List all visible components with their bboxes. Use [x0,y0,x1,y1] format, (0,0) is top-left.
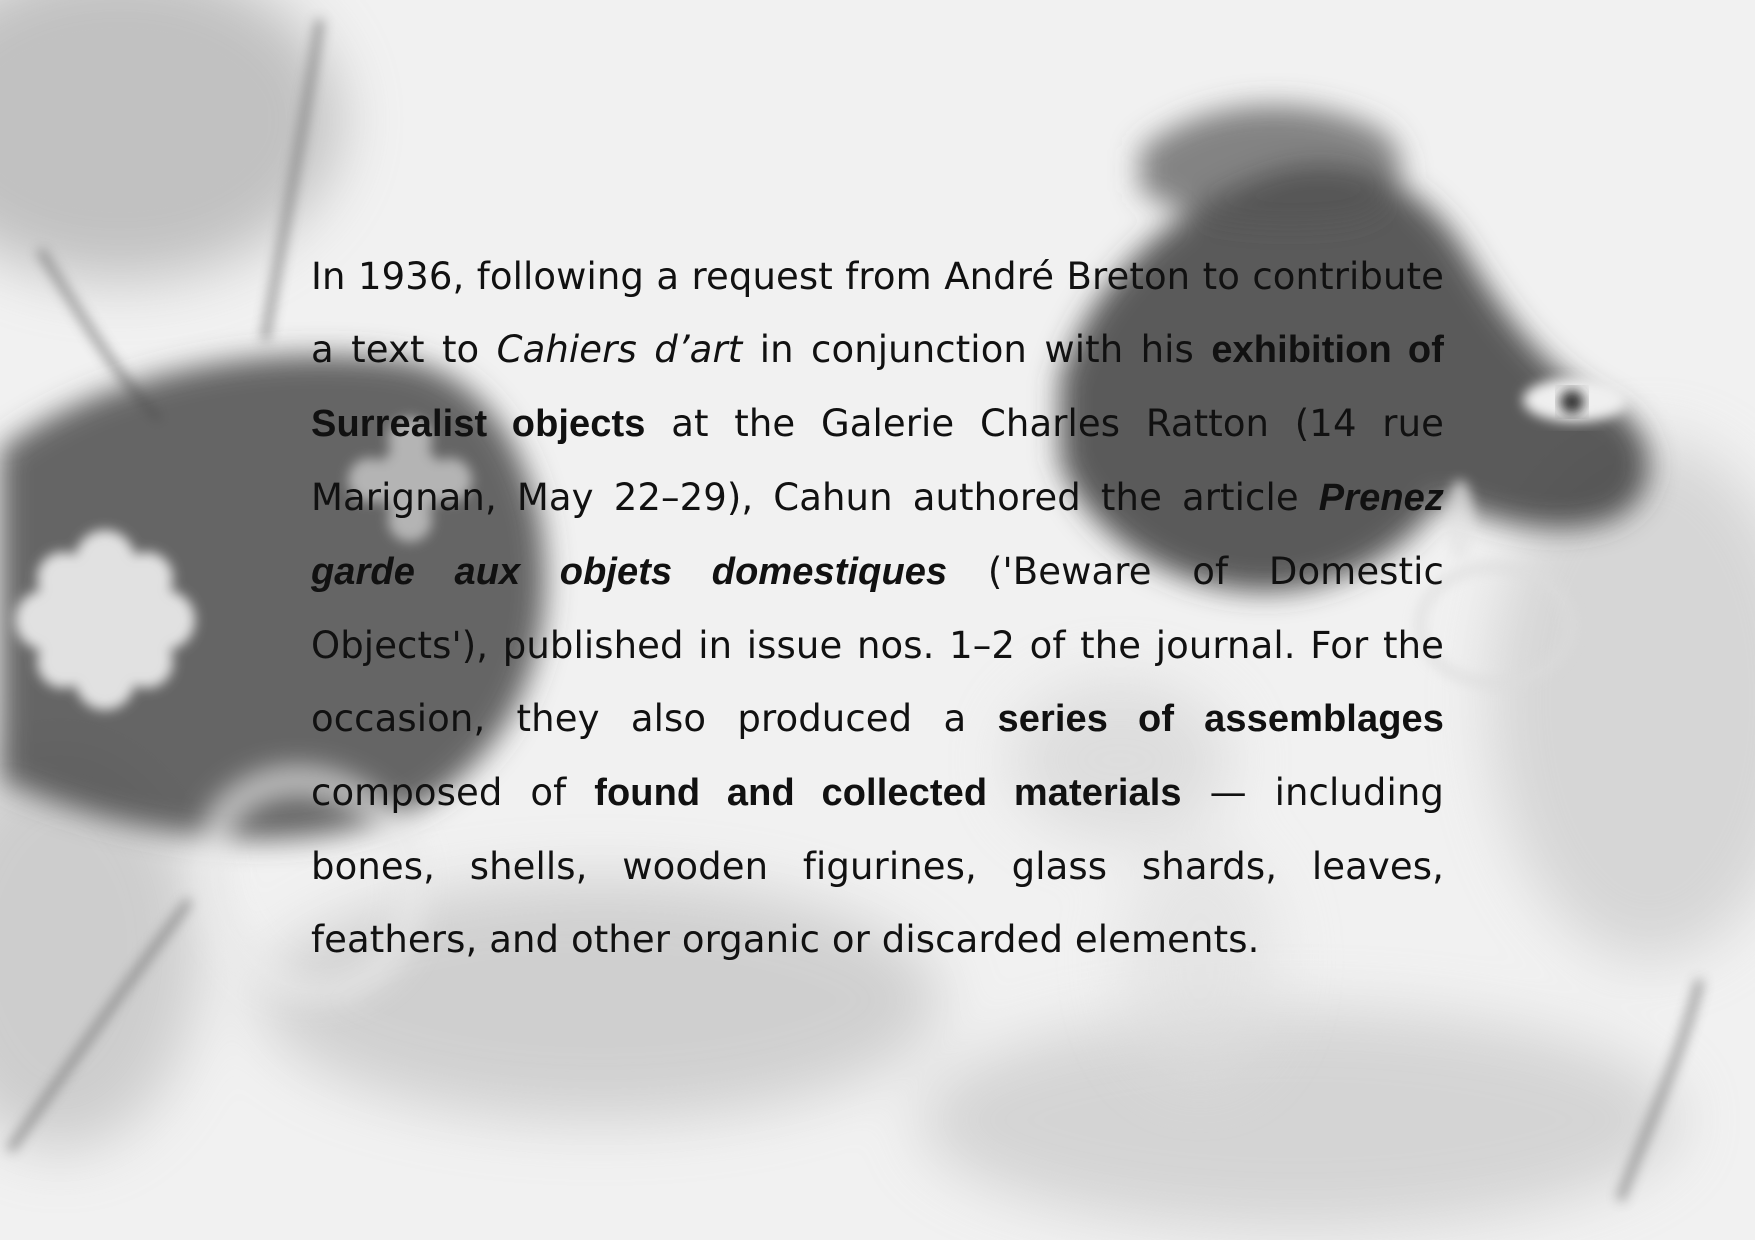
text-composed: composed of [311,771,595,814]
journal-title: Cahiers d’art [496,328,743,371]
text-conjunction: in conjunction with his [742,328,1212,371]
emphasis-materials: found and collected materials [594,772,1182,814]
emphasis-assemblages: series of assemblages [997,698,1444,740]
text-intro: In 1936, following a request from André Breton to contribute a text to [311,255,1444,371]
article-paragraph [311,240,1444,976]
emphasis-exhibition: exhibition of Surrealist objects [311,329,1444,445]
text-publication: ('Beware of Domestic Objects'), published in issue nos. 1–2 of the journal. For the occasion, they also produced a [311,550,1444,740]
article-title: Prenez garde aux objets domestiques [311,477,1444,593]
text-gallery: at the Galerie Charles Ratton (14 rue Marignan, May 22–29), Cahun authored the article [311,402,1444,519]
text-materials-list: — including bones, shells, wooden figurines, glass shards, leaves, feathers, and other organic or discarded elements. [311,771,1444,961]
